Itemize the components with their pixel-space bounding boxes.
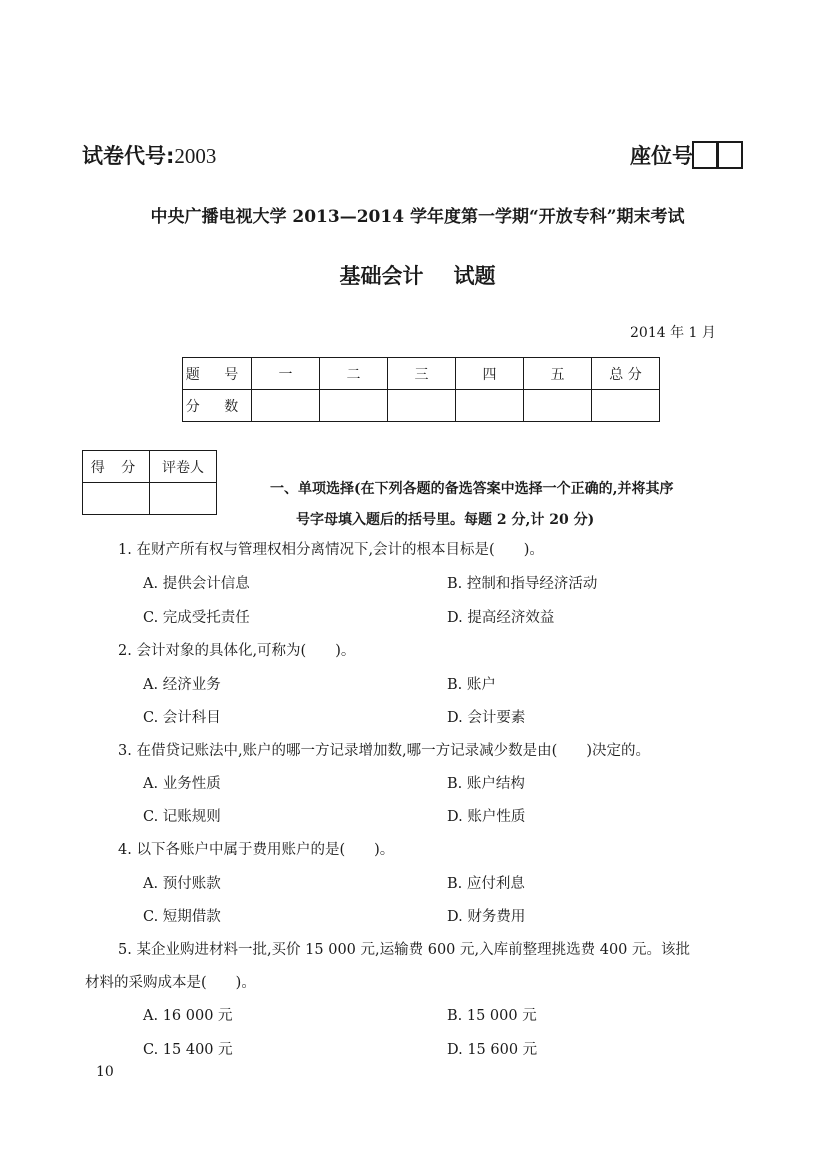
subject-suffix: 试题 [453,264,496,288]
seat-number [630,140,743,170]
score-header-3: 三 [388,358,456,390]
score-header-4: 四 [456,358,524,390]
seat-box-1 [692,141,718,169]
question-3-stem: 3. 在借贷记账法中,账户的哪一方记录增加数,哪一方记录减少数是由( )决定的。 [118,743,650,759]
subject-name: 基础会计 [339,264,424,288]
section-1-title [270,474,770,536]
score-cell-4[interactable] [456,390,524,422]
question-2-stem: 2. 会计对象的具体化,可称为( )。 [118,643,356,659]
seat-label: 座位号 [630,144,693,168]
score-table-score-row [183,390,660,422]
score-header-2: 二 [320,358,388,390]
score-header-1: 一 [252,358,320,390]
score-cell-1[interactable] [252,390,320,422]
score-header-total: 总 分 [592,358,660,390]
question-1-option-c: C. 完成受托责任 [143,610,250,626]
question-4-option-b: B. 应付利息 [447,876,525,892]
score-row-label: 分 数 [183,390,252,422]
question-5-stem: 5. 某企业购进材料一批,买价 15 000 元,运输费 600 元,入库前整理挑选费 400 元。该批 [118,942,691,958]
section-1-title-line-1: 一、单项选择(在下列各题的备选答案中选择一个正确的,并将其序 [270,481,674,497]
grader-name-label: 评卷人 [150,451,217,483]
score-cell-5[interactable] [524,390,592,422]
question-4-option-a: A. 预付账款 [143,876,221,892]
page-number: 10 [96,1064,114,1080]
question-2-option-d: D. 会计要素 [447,710,526,726]
question-5-option-a: A. 16 000 元 [143,1008,233,1024]
exam-date: 2014 年 1 月 [630,325,716,341]
score-cell-3[interactable] [388,390,456,422]
question-3-option-a: A. 业务性质 [143,776,221,792]
question-3-option-c: C. 记账规则 [143,809,221,825]
question-4-stem: 4. 以下各账户中属于费用账户的是( )。 [118,842,395,858]
question-1-stem: 1. 在财产所有权与管理权相分离情况下,会计的根本目标是( )。 [118,542,544,558]
question-5-option-d: D. 15 600 元 [447,1042,538,1058]
question-3-option-b: B. 账户结构 [447,776,525,792]
question-1-option-b: B. 控制和指导经济活动 [447,576,598,592]
score-header-label: 题 号 [183,358,252,390]
subject-title [0,260,835,290]
question-2-option-b: B. 账户 [447,677,496,693]
question-1-option-a: A. 提供会计信息 [143,576,250,592]
question-2-option-c: C. 会计科目 [143,710,221,726]
score-cell-2[interactable] [320,390,388,422]
grader-table [82,450,217,515]
score-table-header-row [183,358,660,390]
question-4-option-d: D. 财务费用 [447,909,526,925]
paper-code [82,140,216,170]
question-3-option-d: D. 账户性质 [447,809,526,825]
question-5-stem-continued: 材料的采购成本是( )。 [85,975,256,991]
paper-code-value: 2003 [174,144,217,168]
grader-score-label: 得 分 [83,451,150,483]
question-5-option-c: C. 15 400 元 [143,1042,233,1058]
question-5-option-b: B. 15 000 元 [447,1008,537,1024]
institution-line: 中央广播电视大学 2013—2014 学年度第一学期“开放专科”期末考试 [150,207,685,227]
grader-score-cell[interactable] [83,483,150,515]
paper-code-label: 试卷代号: [82,144,175,168]
grader-name-cell[interactable] [150,483,217,515]
score-table [182,357,660,422]
question-2-option-a: A. 经济业务 [143,677,221,693]
seat-box-2 [717,141,743,169]
question-4-option-c: C. 短期借款 [143,909,221,925]
question-1-option-d: D. 提高经济效益 [447,610,555,626]
score-cell-total[interactable] [592,390,660,422]
score-header-5: 五 [524,358,592,390]
section-1-title-line-2: 号字母填入题后的括号里。每题 2 分,计 20 分) [296,512,595,528]
